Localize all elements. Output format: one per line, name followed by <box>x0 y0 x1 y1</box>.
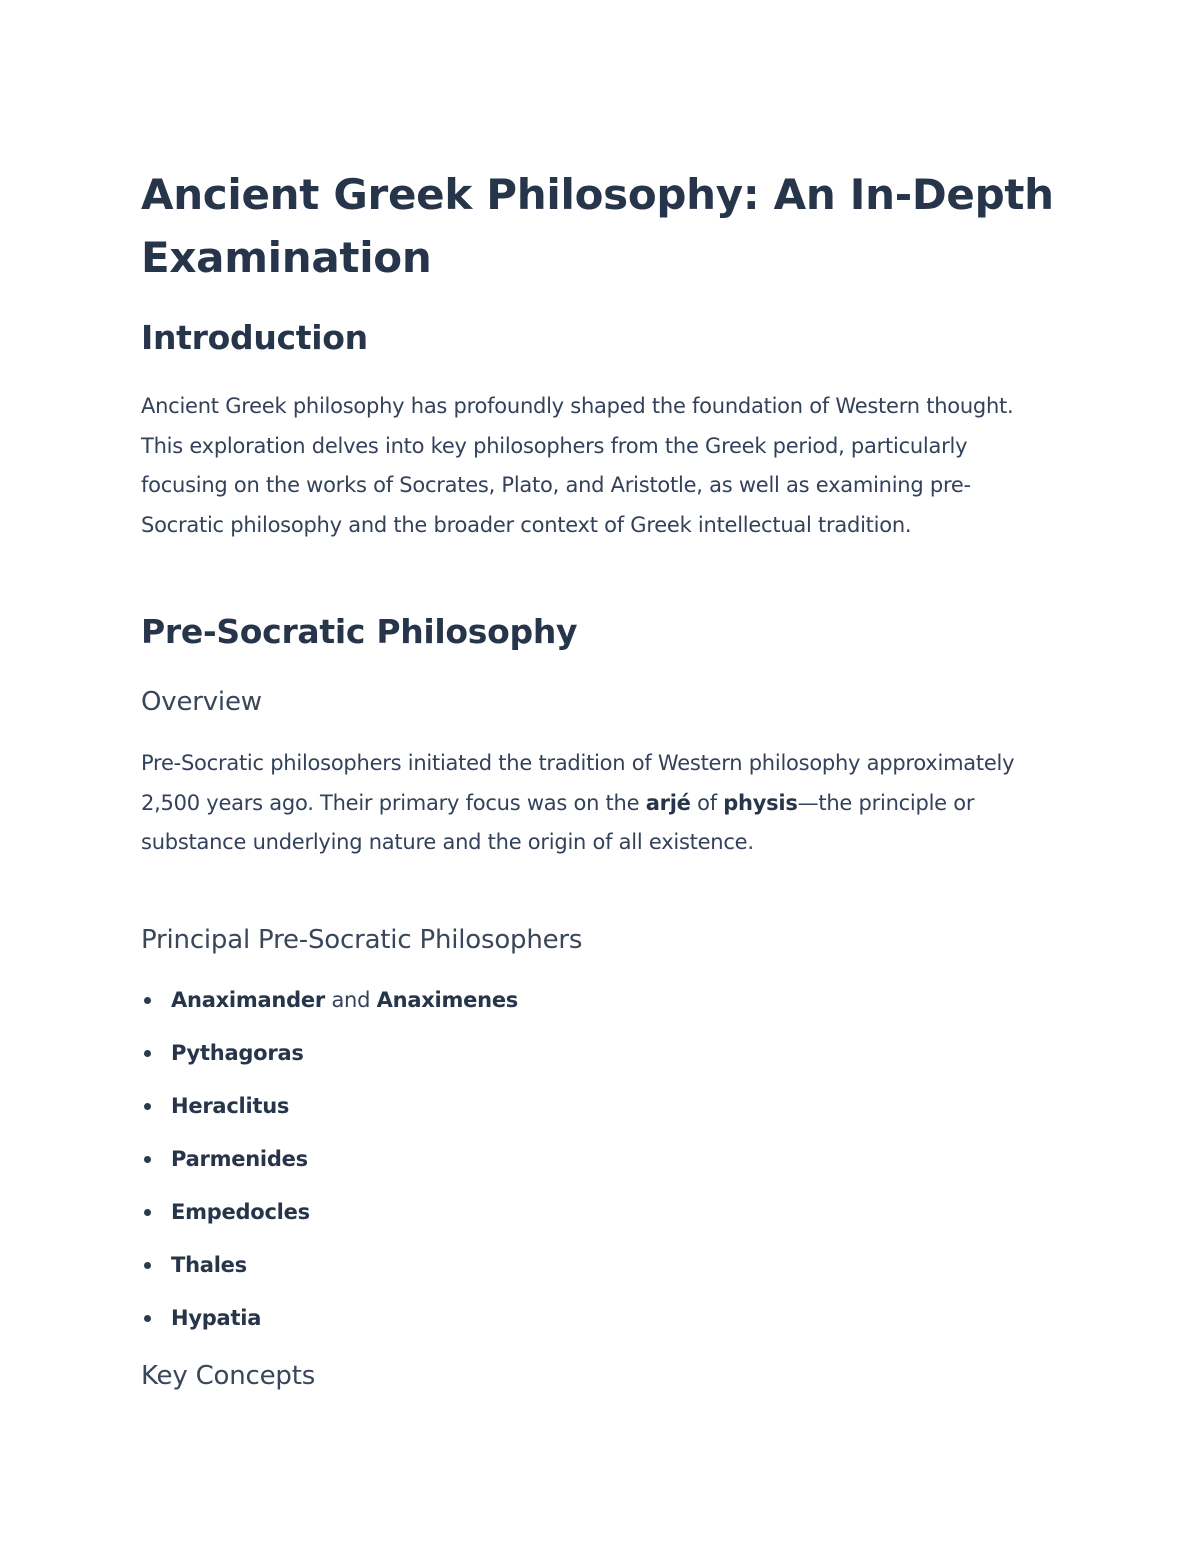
list-item <box>141 1192 518 1245</box>
philosopher-name: Thales <box>171 1253 247 1277</box>
bullet-icon <box>144 1103 151 1110</box>
philosopher-name: Parmenides <box>171 1147 308 1171</box>
list-item <box>141 1086 518 1139</box>
bullet-icon <box>144 1209 151 1216</box>
overview-text-before: Pre-Socratic philosophers initiated the tradition of Western philosophy approximately 2,500 years ago. Their primary focus was on the <box>141 751 1015 815</box>
philosopher-name: Heraclitus <box>171 1094 290 1118</box>
heading-introduction: Introduction <box>141 318 368 357</box>
overview-text-middle: of <box>690 790 724 815</box>
overview-text-after: —the principle or substance underlying nature and the origin of all existence. <box>141 790 975 854</box>
philosopher-name: Anaximenes <box>376 988 519 1012</box>
heading-overview: Overview <box>141 687 262 717</box>
list-item <box>141 1033 518 1086</box>
list-connector: and <box>325 988 377 1012</box>
heading-principal-philosophers: Principal Pre-Socratic Philosophers <box>141 925 583 955</box>
list-item <box>141 1139 518 1192</box>
bullet-icon <box>144 1315 151 1322</box>
list-item <box>141 980 518 1033</box>
philosophers-list <box>141 980 518 1351</box>
list-item <box>141 1298 518 1351</box>
philosopher-name: Anaximander <box>171 988 326 1012</box>
bullet-icon <box>144 1156 151 1163</box>
document-title: Ancient Greek Philosophy: An In-Depth Examination <box>141 170 1054 282</box>
overview-paragraph <box>141 744 1046 863</box>
term-physis: physis <box>723 790 798 815</box>
heading-key-concepts: Key Concepts <box>141 1361 316 1391</box>
bullet-icon <box>144 1262 151 1269</box>
bullet-icon <box>144 997 151 1004</box>
list-item <box>141 1245 518 1298</box>
philosopher-name: Pythagoras <box>171 1041 304 1065</box>
introduction-paragraph: Ancient Greek philosophy has profoundly shaped the foundation of Western thought. This exploration delves into key philosophers from the Greek period, particularly focusing on the works of Socrates, Plato, and Aristotle, as well as examining pre-Socratic philosophy and the broader context of Greek intellectual tradition. <box>141 394 1014 537</box>
heading-pre-socratic: Pre-Socratic Philosophy <box>141 612 578 651</box>
philosopher-name: Hypatia <box>171 1306 262 1330</box>
philosopher-name: Empedocles <box>171 1200 310 1224</box>
term-arje: arjé <box>645 790 691 815</box>
bullet-icon <box>144 1050 151 1057</box>
